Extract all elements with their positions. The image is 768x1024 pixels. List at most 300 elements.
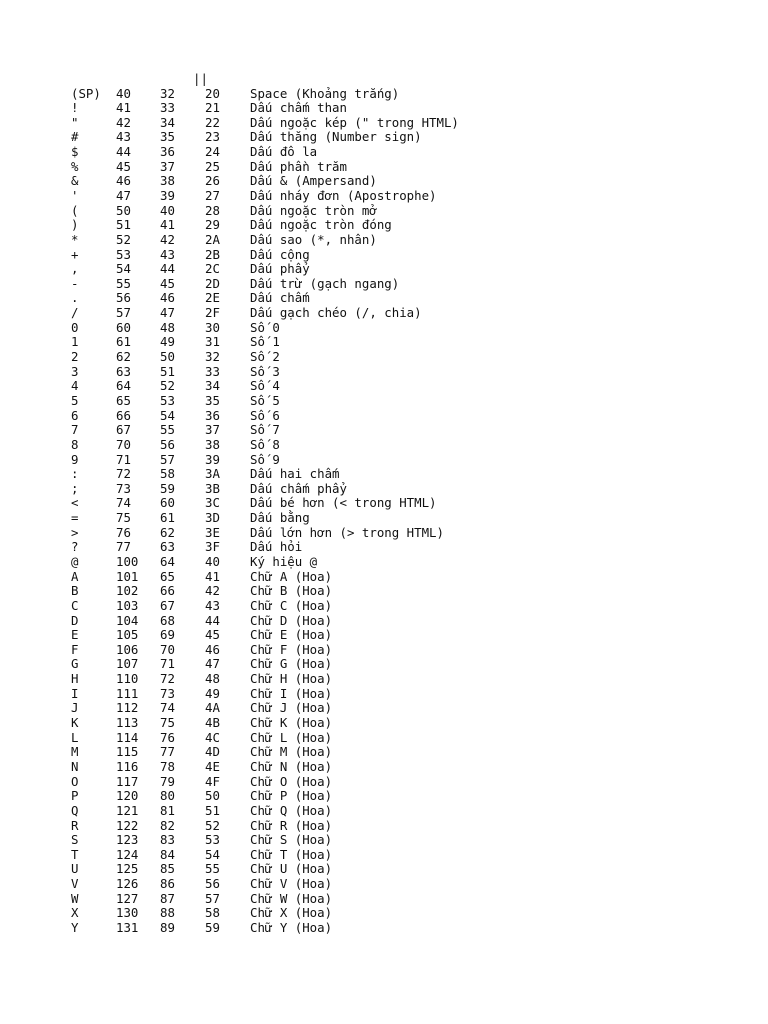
table-row (71, 540, 711, 555)
dec-cell: 36 (160, 144, 175, 160)
description-cell: Dấu sao (*, nhân) (250, 231, 377, 247)
oct-cell: 122 (116, 817, 139, 833)
description-cell: Chữ E (Hoa) (250, 627, 333, 643)
char-cell: W (71, 890, 79, 906)
dec-cell: 59 (160, 480, 175, 496)
oct-cell: 130 (116, 905, 139, 921)
table-row (71, 365, 711, 380)
dec-cell: 65 (160, 568, 175, 584)
table-row (71, 277, 711, 292)
description-cell: Dấu phẩy (250, 261, 310, 277)
table-row (71, 789, 711, 804)
char-cell: # (71, 129, 79, 145)
hex-cell: 26 (205, 173, 220, 189)
description-cell: Chữ Y (Hoa) (250, 920, 333, 936)
char-cell: = (71, 510, 79, 526)
table-row (71, 496, 711, 511)
hex-cell: 48 (205, 671, 220, 687)
description-cell: Chữ W (Hoa) (250, 890, 333, 906)
oct-cell: 114 (116, 729, 139, 745)
char-cell: 5 (71, 392, 79, 408)
table-row (71, 614, 711, 629)
table-row (71, 892, 711, 907)
hex-cell: 42 (205, 583, 220, 599)
oct-cell: 123 (116, 832, 139, 848)
table-row (71, 116, 711, 131)
table-row (71, 335, 711, 350)
char-cell: 2 (71, 349, 79, 365)
oct-cell: 113 (116, 715, 139, 731)
hex-cell: 3D (205, 510, 220, 526)
ascii-table (71, 87, 711, 936)
oct-cell: 44 (116, 144, 131, 160)
table-row (71, 584, 711, 599)
hex-cell: 4F (205, 773, 220, 789)
char-cell: @ (71, 554, 79, 569)
oct-cell: 42 (116, 114, 131, 130)
hex-cell: 43 (205, 597, 220, 613)
dec-cell: 43 (160, 246, 175, 262)
oct-cell: 71 (116, 451, 131, 467)
table-row (71, 804, 711, 819)
oct-cell: 52 (116, 231, 131, 247)
hex-cell: 54 (205, 846, 220, 862)
table-row (71, 394, 711, 409)
char-cell: K (71, 715, 79, 731)
dec-cell: 45 (160, 275, 175, 291)
description-cell: Dấu hỏi (250, 539, 303, 555)
table-row (71, 130, 711, 145)
description-cell: Dấu trừ (gạch ngang) (250, 275, 400, 291)
description-cell: Số 6 (250, 407, 280, 423)
char-cell: $ (71, 144, 79, 160)
char-cell: 0 (71, 319, 79, 335)
table-row (71, 921, 711, 936)
hex-cell: 2C (205, 261, 220, 277)
description-cell: Số 1 (250, 334, 280, 350)
dec-cell: 73 (160, 685, 175, 701)
char-cell: X (71, 905, 79, 921)
char-cell: O (71, 773, 79, 789)
description-cell: Dấu bằng (250, 510, 310, 526)
char-cell: F (71, 641, 79, 657)
hex-cell: 53 (205, 832, 220, 848)
description-cell: Dấu thăng (Number sign) (250, 129, 422, 145)
hex-cell: 36 (205, 407, 220, 423)
char-cell: < (71, 495, 79, 511)
dec-cell: 88 (160, 905, 175, 921)
dec-cell: 60 (160, 495, 175, 511)
hex-cell: 38 (205, 436, 220, 452)
description-cell: Số 3 (250, 363, 280, 379)
char-cell: 7 (71, 422, 79, 438)
description-cell: Chữ N (Hoa) (250, 758, 333, 774)
char-cell: C (71, 597, 79, 613)
dec-cell: 63 (160, 539, 175, 555)
hex-cell: 57 (205, 890, 220, 906)
dec-cell: 66 (160, 583, 175, 599)
char-cell: B (71, 583, 79, 599)
oct-cell: 111 (116, 685, 139, 701)
hex-cell: 3A (205, 466, 220, 482)
hex-cell: 35 (205, 392, 220, 408)
char-cell: 9 (71, 451, 79, 467)
oct-cell: 50 (116, 202, 131, 218)
oct-cell: 45 (116, 158, 131, 174)
dec-cell: 55 (160, 422, 175, 438)
table-row (71, 643, 711, 658)
table-row (71, 701, 711, 716)
hex-cell: 28 (205, 202, 220, 218)
dec-cell: 77 (160, 744, 175, 760)
char-cell: (SP) (71, 85, 101, 101)
description-cell: Chữ G (Hoa) (250, 656, 333, 672)
oct-cell: 74 (116, 495, 131, 511)
description-cell: Số 9 (250, 451, 280, 467)
oct-cell: 61 (116, 334, 131, 350)
description-cell: Chữ S (Hoa) (250, 832, 333, 848)
oct-cell: 107 (116, 656, 139, 672)
dec-cell: 32 (160, 85, 175, 101)
oct-cell: 67 (116, 422, 131, 438)
oct-cell: 105 (116, 627, 139, 643)
description-cell: Số 5 (250, 392, 280, 408)
dec-cell: 86 (160, 876, 175, 892)
description-cell: Dấu gạch chéo (/, chia) (250, 305, 422, 321)
char-cell: ( (71, 202, 79, 218)
description-cell: Chữ K (Hoa) (250, 715, 333, 731)
char-cell: 6 (71, 407, 79, 423)
hex-cell: 4E (205, 758, 220, 774)
oct-cell: 43 (116, 129, 131, 145)
char-cell: Q (71, 802, 79, 818)
oct-cell: 125 (116, 861, 139, 877)
description-cell: Chữ V (Hoa) (250, 876, 333, 892)
oct-cell: 40 (116, 85, 131, 101)
description-cell: Chữ R (Hoa) (250, 817, 333, 833)
hex-cell: 24 (205, 144, 220, 160)
table-row (71, 599, 711, 614)
table-row (71, 218, 711, 233)
dec-cell: 69 (160, 627, 175, 643)
oct-cell: 121 (116, 802, 139, 818)
hex-cell: 30 (205, 319, 220, 335)
dec-cell: 46 (160, 290, 175, 306)
table-row (71, 848, 711, 863)
oct-cell: 72 (116, 466, 131, 482)
dec-cell: 68 (160, 612, 175, 628)
char-cell: G (71, 656, 79, 672)
dec-cell: 78 (160, 758, 175, 774)
hex-cell: 29 (205, 217, 220, 233)
hex-cell: 52 (205, 817, 220, 833)
char-cell: H (71, 671, 79, 687)
table-row (71, 570, 711, 585)
char-cell: + (71, 246, 79, 262)
char-cell: A (71, 568, 79, 584)
char-cell: . (71, 290, 79, 306)
dec-cell: 41 (160, 217, 175, 233)
description-cell: Chữ D (Hoa) (250, 612, 333, 628)
description-cell: Dấu ngoặc kép (" trong HTML) (250, 114, 459, 130)
hex-cell: 21 (205, 100, 220, 116)
table-row (71, 409, 711, 424)
table-row (71, 453, 711, 468)
hex-cell: 37 (205, 422, 220, 438)
hex-cell: 4D (205, 744, 220, 760)
description-cell: Chữ L (Hoa) (250, 729, 333, 745)
char-cell: 1 (71, 334, 79, 350)
table-row (71, 482, 711, 497)
oct-cell: 124 (116, 846, 139, 862)
description-cell: Số 8 (250, 436, 280, 452)
hex-cell: 46 (205, 641, 220, 657)
table-row (71, 511, 711, 526)
dec-cell: 35 (160, 129, 175, 145)
description-cell: Dấu ngoặc tròn đóng (250, 217, 392, 233)
description-cell: Dấu đô la (250, 144, 318, 160)
hex-cell: 3B (205, 480, 220, 496)
dec-cell: 37 (160, 158, 175, 174)
dec-cell: 80 (160, 788, 175, 804)
table-row (71, 291, 711, 306)
hex-cell: 55 (205, 861, 220, 877)
oct-cell: 60 (116, 319, 131, 335)
dec-cell: 51 (160, 363, 175, 379)
oct-cell: 66 (116, 407, 131, 423)
hex-cell: 3C (205, 495, 220, 511)
description-cell: Chữ C (Hoa) (250, 597, 333, 613)
dec-cell: 50 (160, 349, 175, 365)
header-mark: || (193, 71, 208, 86)
dec-cell: 67 (160, 597, 175, 613)
hex-cell: 3E (205, 524, 220, 540)
description-cell: Dấu hai chấm (250, 466, 340, 482)
table-row (71, 101, 711, 116)
oct-cell: 51 (116, 217, 131, 233)
hex-cell: 2B (205, 246, 220, 262)
dec-cell: 82 (160, 817, 175, 833)
description-cell: Dấu & (Ampersand) (250, 173, 377, 189)
char-cell: > (71, 524, 79, 540)
dec-cell: 87 (160, 890, 175, 906)
table-row (71, 467, 711, 482)
char-cell: ? (71, 539, 79, 555)
table-row (71, 526, 711, 541)
table-row (71, 819, 711, 834)
table-row (71, 438, 711, 453)
description-cell: Chữ J (Hoa) (250, 700, 333, 716)
dec-cell: 40 (160, 202, 175, 218)
table-row (71, 877, 711, 892)
table-row (71, 174, 711, 189)
dec-cell: 47 (160, 305, 175, 321)
description-cell: Chữ T (Hoa) (250, 846, 333, 862)
char-cell: 3 (71, 363, 79, 379)
char-cell: U (71, 861, 79, 877)
dec-cell: 89 (160, 920, 175, 936)
description-cell: Chữ M (Hoa) (250, 744, 333, 760)
table-row (71, 672, 711, 687)
description-cell: Số 7 (250, 422, 280, 438)
hex-cell: 59 (205, 920, 220, 936)
dec-cell: 39 (160, 187, 175, 203)
table-row (71, 628, 711, 643)
dec-cell: 44 (160, 261, 175, 277)
description-cell: Dấu chấm (250, 290, 310, 306)
hex-cell: 41 (205, 568, 220, 584)
hex-cell: 23 (205, 129, 220, 145)
dec-cell: 42 (160, 231, 175, 247)
char-cell: E (71, 627, 79, 643)
hex-cell: 2D (205, 275, 220, 291)
oct-cell: 70 (116, 436, 131, 452)
hex-cell: 4A (205, 700, 220, 716)
char-cell: 8 (71, 436, 79, 452)
description-cell: Số 4 (250, 378, 280, 394)
dec-cell: 53 (160, 392, 175, 408)
description-cell: Chữ P (Hoa) (250, 788, 333, 804)
dec-cell: 81 (160, 802, 175, 818)
description-cell: Dấu cộng (250, 246, 310, 262)
table-row (71, 233, 711, 248)
oct-cell: 117 (116, 773, 139, 789)
description-cell: Số 0 (250, 319, 280, 335)
table-row (71, 189, 711, 204)
dec-cell: 34 (160, 114, 175, 130)
char-cell: N (71, 758, 79, 774)
hex-cell: 2E (205, 290, 220, 306)
oct-cell: 75 (116, 510, 131, 526)
char-cell: ! (71, 100, 79, 116)
char-cell: , (71, 261, 79, 277)
table-row (71, 262, 711, 277)
description-cell: Chữ Q (Hoa) (250, 802, 333, 818)
dec-cell: 38 (160, 173, 175, 189)
table-row (71, 657, 711, 672)
oct-cell: 57 (116, 305, 131, 321)
oct-cell: 56 (116, 290, 131, 306)
hex-cell: 47 (205, 656, 220, 672)
hex-cell: 58 (205, 905, 220, 921)
hex-cell: 3F (205, 539, 220, 555)
oct-cell: 41 (116, 100, 131, 116)
oct-cell: 46 (116, 173, 131, 189)
hex-cell: 40 (205, 554, 220, 569)
char-cell: - (71, 275, 79, 291)
dec-cell: 85 (160, 861, 175, 877)
char-cell: R (71, 817, 79, 833)
dec-cell: 58 (160, 466, 175, 482)
hex-cell: 49 (205, 685, 220, 701)
oct-cell: 62 (116, 349, 131, 365)
char-cell: V (71, 876, 79, 892)
description-cell: Space (Khoảng trắng) (250, 85, 400, 101)
description-cell: Dấu bé hơn (< trong HTML) (250, 495, 437, 511)
char-cell: I (71, 685, 79, 701)
table-row (71, 248, 711, 263)
description-cell: Dấu ngoặc tròn mở (250, 202, 377, 218)
dec-cell: 56 (160, 436, 175, 452)
table-row (71, 145, 711, 160)
table-row (71, 160, 711, 175)
dec-cell: 72 (160, 671, 175, 687)
oct-cell: 63 (116, 363, 131, 379)
hex-cell: 31 (205, 334, 220, 350)
char-cell: P (71, 788, 79, 804)
description-cell: Số 2 (250, 349, 280, 365)
description-cell: Chữ F (Hoa) (250, 641, 333, 657)
hex-cell: 4C (205, 729, 220, 745)
dec-cell: 64 (160, 554, 175, 569)
dec-cell: 33 (160, 100, 175, 116)
oct-cell: 53 (116, 246, 131, 262)
table-row (71, 321, 711, 336)
table-row (71, 306, 711, 321)
table-row (71, 760, 711, 775)
hex-cell: 4B (205, 715, 220, 731)
oct-cell: 101 (116, 568, 139, 584)
oct-cell: 103 (116, 597, 139, 613)
table-row (71, 87, 711, 102)
dec-cell: 74 (160, 700, 175, 716)
oct-cell: 77 (116, 539, 131, 555)
oct-cell: 73 (116, 480, 131, 496)
oct-cell: 64 (116, 378, 131, 394)
dec-cell: 71 (160, 656, 175, 672)
char-cell: M (71, 744, 79, 760)
dec-cell: 49 (160, 334, 175, 350)
hex-cell: 56 (205, 876, 220, 892)
char-cell: : (71, 466, 79, 482)
dec-cell: 48 (160, 319, 175, 335)
table-row (71, 833, 711, 848)
char-cell: 4 (71, 378, 79, 394)
dec-cell: 57 (160, 451, 175, 467)
table-row (71, 423, 711, 438)
table-row (71, 906, 711, 921)
description-cell: Ký hiệu @ (250, 554, 318, 569)
table-row (71, 350, 711, 365)
hex-cell: 27 (205, 187, 220, 203)
char-cell: " (71, 114, 79, 130)
description-cell: Chữ H (Hoa) (250, 671, 333, 687)
oct-cell: 116 (116, 758, 139, 774)
hex-cell: 20 (205, 85, 220, 101)
table-row (71, 862, 711, 877)
table-row (71, 745, 711, 760)
hex-cell: 39 (205, 451, 220, 467)
hex-cell: 33 (205, 363, 220, 379)
char-cell: % (71, 158, 79, 174)
hex-cell: 34 (205, 378, 220, 394)
hex-cell: 32 (205, 349, 220, 365)
table-row (71, 731, 711, 746)
oct-cell: 65 (116, 392, 131, 408)
dec-cell: 70 (160, 641, 175, 657)
char-cell: ' (71, 187, 79, 203)
hex-cell: 22 (205, 114, 220, 130)
dec-cell: 84 (160, 846, 175, 862)
table-row (71, 555, 711, 570)
description-cell: Chữ A (Hoa) (250, 568, 333, 584)
description-cell: Chữ I (Hoa) (250, 685, 333, 701)
oct-cell: 127 (116, 890, 139, 906)
dec-cell: 61 (160, 510, 175, 526)
table-row (71, 775, 711, 790)
table-row (71, 204, 711, 219)
dec-cell: 54 (160, 407, 175, 423)
